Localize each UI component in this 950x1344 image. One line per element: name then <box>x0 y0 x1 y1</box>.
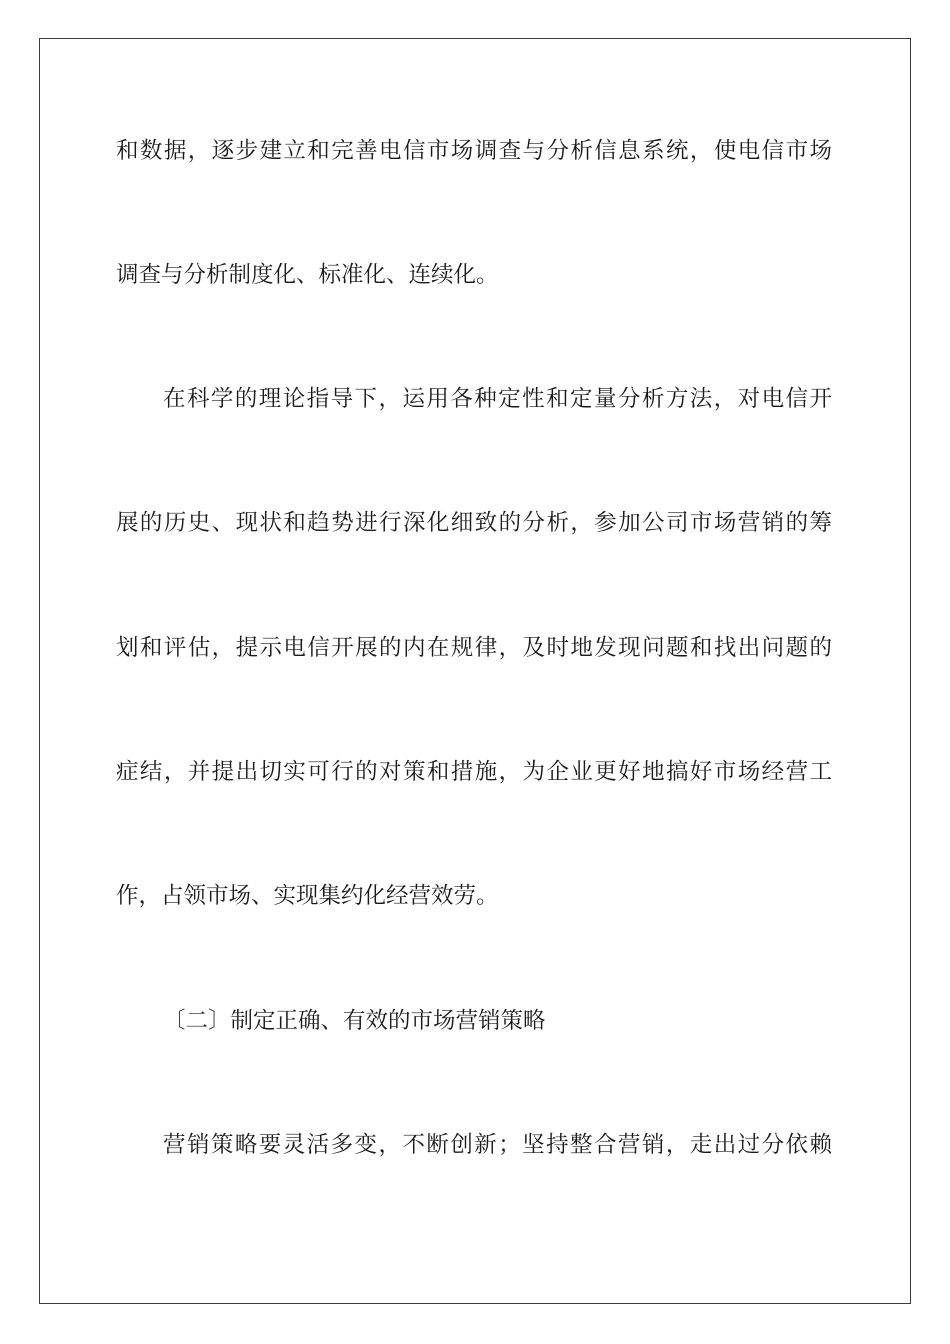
paragraph-line-9: 营销策略要灵活多变，不断创新；坚持整合营销，走出过分依赖 <box>163 1132 832 1158</box>
paragraph-line-1: 和数据，逐步建立和完善电信市场调查与分析信息系统，使电信市场 <box>116 138 832 164</box>
paragraph-line-6: 症结，并提出切实可行的对策和措施，为企业更好地搞好市场经营工 <box>116 759 832 785</box>
paragraph-line-2: 调查与分析制度化、标准化、连续化。 <box>116 262 499 288</box>
section-heading: 〔二〕制定正确、有效的市场营销策略 <box>163 1008 546 1034</box>
page-border <box>39 38 911 1304</box>
paragraph-line-7: 作，占领市场、实现集约化经营效劳。 <box>116 883 499 909</box>
paragraph-line-4: 展的历史、现状和趋势进行深化细致的分析，参加公司市场营销的筹 <box>116 510 832 536</box>
paragraph-line-3: 在科学的理论指导下，运用各种定性和定量分析方法，对电信开 <box>163 386 832 412</box>
paragraph-line-5: 划和评估，提示电信开展的内在规律，及时地发现问题和找出问题的 <box>116 635 832 661</box>
